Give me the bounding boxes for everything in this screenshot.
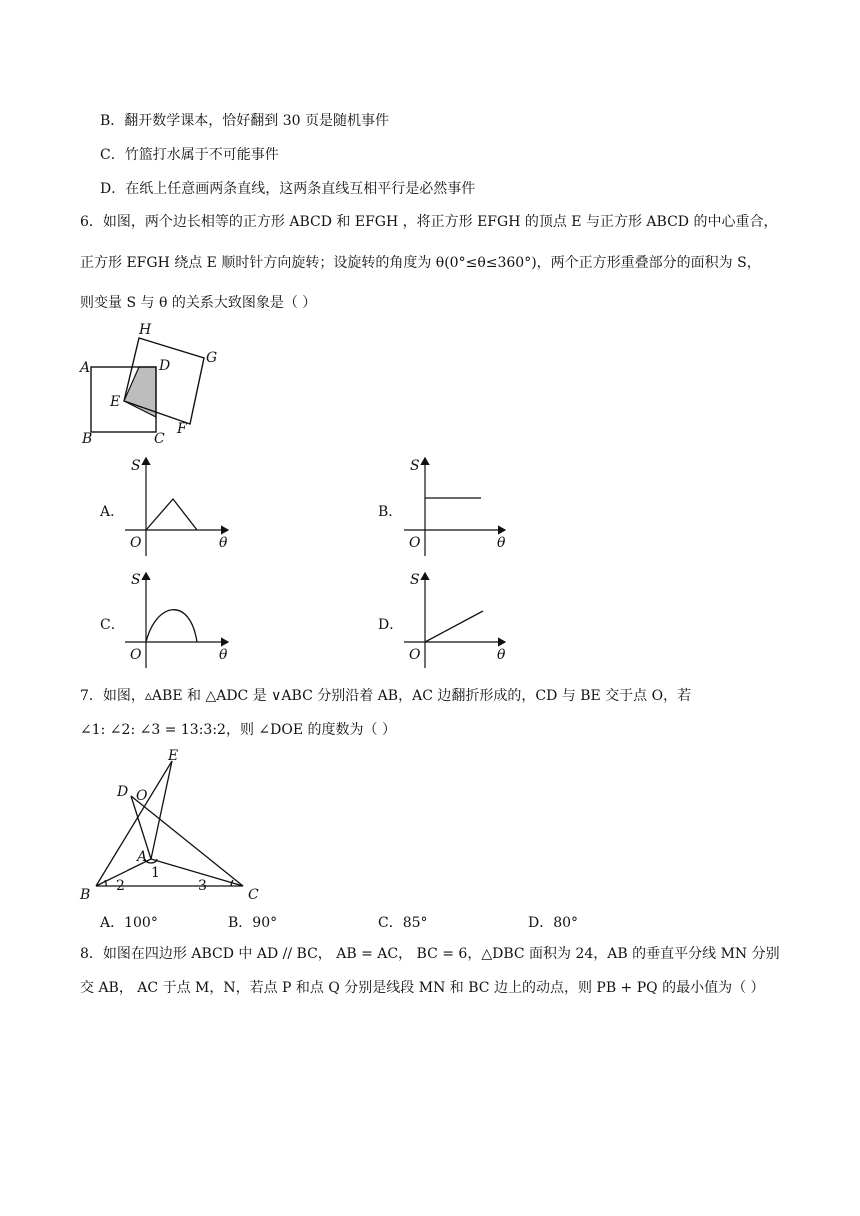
q5-option-b: B．翻开数学课本，恰好翻到 30 页是随机事件 — [100, 113, 390, 129]
q7-answer-b: B．90° — [228, 915, 278, 931]
q5-option-d: D．在纸上任意画两条直线，这两条直线互相平行是必然事件 — [100, 181, 476, 197]
q7-angle3-arc — [231, 880, 233, 886]
q6-label-b: B — [82, 431, 93, 447]
q6-text-line1: 6．如图，两个边长相等的正方形 ABCD 和 EFGH ，将正方形 EFGH 的顶点 E 与正方形 ABCD 的中心重合， — [80, 214, 778, 230]
q6-graph-d — [404, 572, 506, 668]
q6-option-b-label: B． — [378, 504, 403, 520]
q7-text-line1: 7．如图，▵ABE 和 △ADC 是 ∨ABC 分别沿着 AB，AC 边翻折形成的，CD 与 BE 交于点 O，若 — [80, 688, 692, 704]
q6-graph-a-o: O — [130, 535, 142, 551]
q6-label-c: C — [154, 431, 165, 447]
q6-graph-c-curve — [146, 610, 197, 642]
q6-option-a-label: A． — [100, 504, 125, 520]
q7-answer-c: C．85° — [378, 915, 428, 931]
q6-graph-c-s: S — [131, 572, 141, 588]
q6-graph-b-s: S — [410, 458, 420, 474]
q7-side-cd — [131, 796, 243, 886]
q7-side-da — [131, 796, 151, 859]
q6-label-a: A — [80, 360, 91, 376]
q6-graph-d-theta: θ — [497, 647, 506, 663]
q6-label-d: D — [159, 358, 171, 374]
q7-label-b: B — [80, 887, 91, 903]
q6-label-e: E — [110, 394, 121, 410]
q6-graph-d-s: S — [410, 572, 420, 588]
q8-text-line1: 8．如图在四边形 ABCD 中 AD // BC， AB = AC， BC = 6，△DBC 面积为 24，AB 的垂直平分线 MN 分别 — [80, 946, 780, 962]
q6-text-line2: 正方形 EFGH 绕点 E 顺时针方向旋转；设旋转的角度为 θ(0°≤θ≤360°)，两个正方形重叠部分的面积为 S， — [80, 255, 761, 271]
q6-label-g: G — [206, 350, 218, 366]
q7-answer-d: D．80° — [528, 915, 579, 931]
q5-option-c: C．竹篮打水属于不可能事件 — [100, 147, 279, 163]
q7-label-angle2: 2 — [116, 878, 125, 894]
q7-label-angle3: 3 — [198, 878, 207, 894]
q6-square-efgh — [124, 338, 204, 424]
q7-label-angle1: 1 — [151, 865, 160, 881]
q6-text-line3: 则变量 S 与 θ 的关系大致图象是（ ） — [80, 295, 317, 311]
q6-graph-b-o: O — [409, 535, 421, 551]
q6-graph-a-s: S — [131, 458, 141, 474]
q7-text-line2: ∠1: ∠2: ∠3 = 13:3:2，则 ∠DOE 的度数为（ ） — [80, 722, 396, 738]
q7-side-ba — [96, 859, 151, 886]
q6-graph-d-curve — [425, 611, 483, 642]
q6-graph-b — [404, 458, 506, 556]
q6-overlap-region — [124, 367, 156, 417]
q6-graph-b-theta: θ — [497, 535, 506, 551]
q6-graph-a-curve — [146, 499, 197, 530]
q7-label-o: O — [136, 788, 148, 804]
q6-square-abcd — [91, 367, 156, 432]
q6-graph-c-theta: θ — [219, 647, 228, 663]
q6-label-h: H — [139, 322, 152, 338]
q8-text-line2: 交 AB， AC 于点 M，N，若点 P 和点 Q 分别是线段 MN 和 BC 边上的动点，则 PB + PQ 的最小值为（ ） — [80, 980, 765, 996]
q7-side-ea — [151, 761, 172, 859]
q7-answer-a: A．100° — [100, 915, 158, 931]
q6-label-f: F — [177, 421, 187, 437]
q6-graph-a-theta: θ — [219, 535, 228, 551]
q7-angle2-arc — [105, 880, 106, 886]
q6-option-d-label: D． — [378, 617, 404, 633]
q7-side-ac — [151, 859, 243, 886]
q7-angle1-arc — [145, 859, 157, 863]
q7-side-be — [96, 761, 172, 886]
q6-graph-a — [125, 458, 228, 556]
q7-label-a: A — [137, 849, 148, 865]
q7-label-d: D — [117, 784, 129, 800]
q6-graph-c — [125, 572, 228, 668]
q7-label-e: E — [168, 748, 179, 764]
q6-graph-d-o: O — [409, 647, 421, 663]
q6-option-c-label: C． — [100, 617, 125, 633]
q6-graph-c-o: O — [130, 647, 142, 663]
q7-label-c: C — [248, 887, 259, 903]
